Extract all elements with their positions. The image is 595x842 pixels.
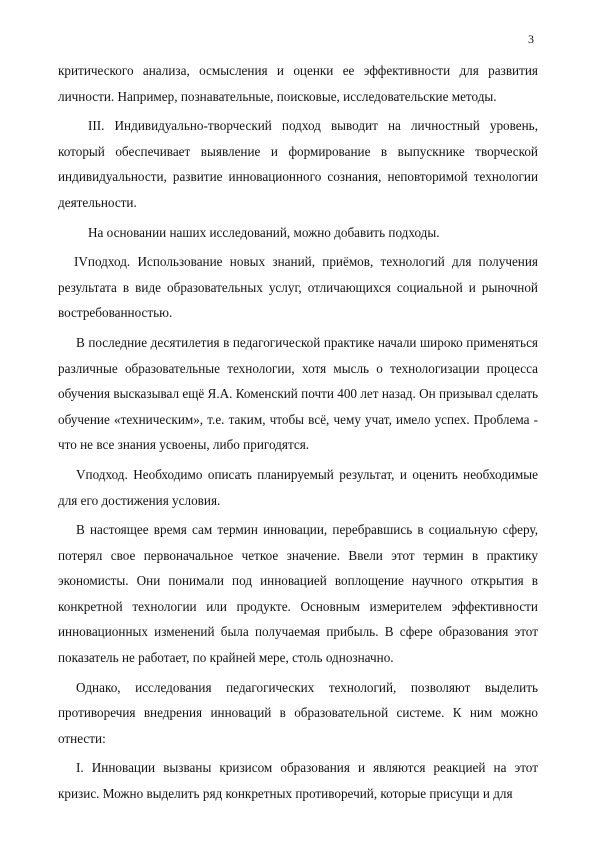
paragraph-1: критического анализа, осмысления и оценки ее эффективности для развития личности. Например, познавательные, поисковые, исследовательские методы. — [58, 63, 538, 104]
paragraph-3: На основании наших исследований, можно добавить подходы. — [88, 224, 440, 240]
page-number: 3 — [528, 32, 534, 46]
paragraph-2: III. Индивидуально-творческий подход выводит на личностный уровень, который обеспечивает выявление и формирование в выпускнике творческой индивидуальности, развитие инновационного сознания, неповторимой технологии деятельности. — [58, 118, 538, 210]
paragraph-9: I. Инновации вызваны кризисом образования и являются реакцией на этот кризис. Можно выделить ряд конкретных противоречий, которые присущи и для — [58, 760, 538, 802]
paragraph-4: IVподход. Использование новых знаний, приёмов, технологий для получения результата в виде образовательных услуг, отличающихся социальной и рыночной востребованностью. — [58, 254, 538, 321]
paragraph-6: Vподход. Необходимо описать планируемый результат, и оценить необходимые для его достижения условия. — [58, 466, 538, 508]
document-body — [58, 58, 538, 811]
paragraph-5: В последние десятилетия в педагогической практике начали широко применяться различные образовательные технологии, хотя мысль о технологизации процесса обучения высказывал ещё Я.А. Коменский почти 400 лет назад. Он призывал сделать обучение «техническим», т.е. таким, чтобы всё, чему учат, имело успех. Проблема - что не все знания усвоены, либо пригодятся. — [58, 334, 538, 453]
paragraph-7: В настоящее время сам термин инновации, перебравшись в социальную сферу, потерял свое первоначальное четкое значение. Ввели этот термин в практику экономисты. Они понимали под инновацией воплощение научного открытия в конкретной технологии или продукте. Основным измерителем эффективности инновационных изменений была получаемая прибыль. В сфере образования этот показатель не работает, по крайней мере, столь однозначно. — [58, 522, 538, 666]
paragraph-8: Однако, исследования педагогических технологий, позволяют выделить противоречия внедрения инноваций в образовательной системе. К ним можно отнести: — [58, 679, 538, 746]
